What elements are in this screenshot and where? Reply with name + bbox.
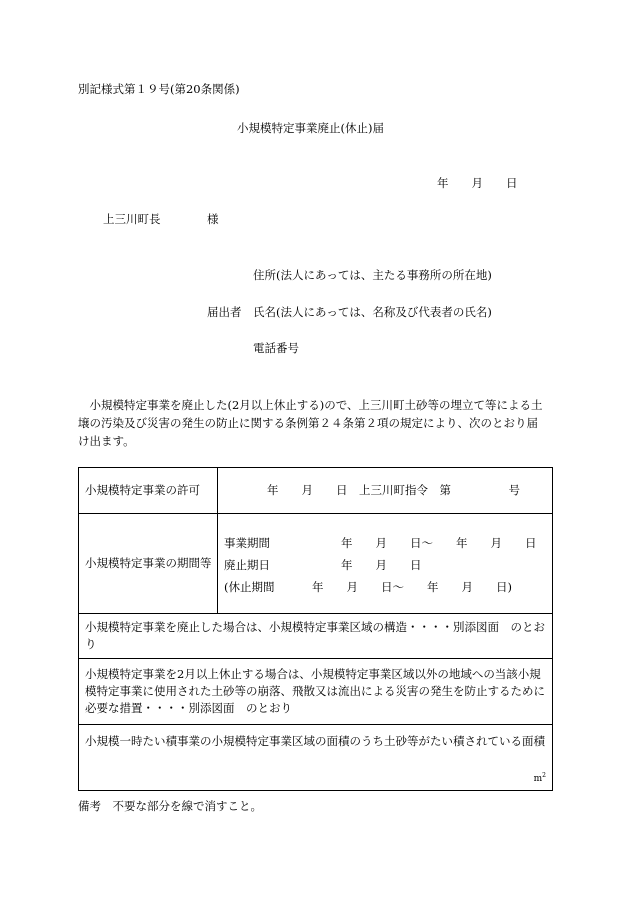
suspend-period-line [224,576,552,598]
business-period-label: 事業期間 [224,535,270,550]
addressee-honorific: 様 [207,212,219,226]
suspend-period-label: (休止期間 [224,579,275,594]
business-period-value: 年 月 日～ 年 月 日 [341,535,537,550]
notification-table [78,467,553,791]
area-cell [79,725,553,791]
suspend-row [79,659,553,725]
notifier-label: 届出者 [207,305,242,319]
area-row [79,725,553,791]
area-unit: $m^2$ [533,771,546,784]
suspend-period-value: 年 月 日～ 年 月 日) [312,579,512,594]
period-label: 小規模特定事業の期間等 [79,514,218,614]
permit-row [79,468,553,514]
body-text-line-3: け出ます。 [78,434,135,448]
name-label: 氏名(法人にあっては、名称及び代表者の氏名) [253,305,492,319]
body-text-line-1: 小規模特定事業を廃止した(2月以上休止する)ので、上三川町土砂等の埋立て等による土 [78,398,543,412]
permit-label: 小規模特定事業の許可 [79,468,218,514]
body-text-line-2: 壌の汚染及び災害の発生の防止に関する条例第２４条第２項の規定により、次のとおり届 [78,416,538,430]
area-text: 小規模一時たい積事業の小規模特定事業区域の面積のうち土砂等がたい積されている面積 [85,734,545,748]
period-row [79,514,553,614]
period-details [218,514,553,614]
permit-value: 年 月 日 上三川町指令 第 号 [218,468,553,514]
address-label: 住所(法人にあっては、主たる事務所の所在地) [253,268,492,282]
abolish-date-value: 年 月 日 [341,557,422,572]
abolish-row [79,614,553,659]
date-line: 年 月 日 [437,176,518,190]
abolish-date-label: 廃止期日 [224,557,270,572]
addressee-name: 上三川町長 [103,212,161,226]
business-period-line [224,532,552,554]
suspend-measures-text: 小規模特定事業を2月以上休止する場合は、小規模特定事業区域以外の地域への当該小規模特定事業に使用された土砂等の崩落、飛散又は流出による災害の発生を防止するために必要な措置・・・・別添図面 のとおり [79,659,553,725]
page-title: 小規模特定事業廃止(休止)届 [237,121,384,135]
remarks: 備考 不要な部分を線で消すこと。 [78,799,262,813]
phone-label: 電話番号 [253,341,299,355]
form-number: 別記様式第１９号(第20条関係) [78,82,240,96]
abolish-date-line [224,554,552,576]
abolish-structure-text: 小規模特定事業を廃止した場合は、小規模特定事業区域の構造・・・・別添図面 のとおり [79,614,553,659]
